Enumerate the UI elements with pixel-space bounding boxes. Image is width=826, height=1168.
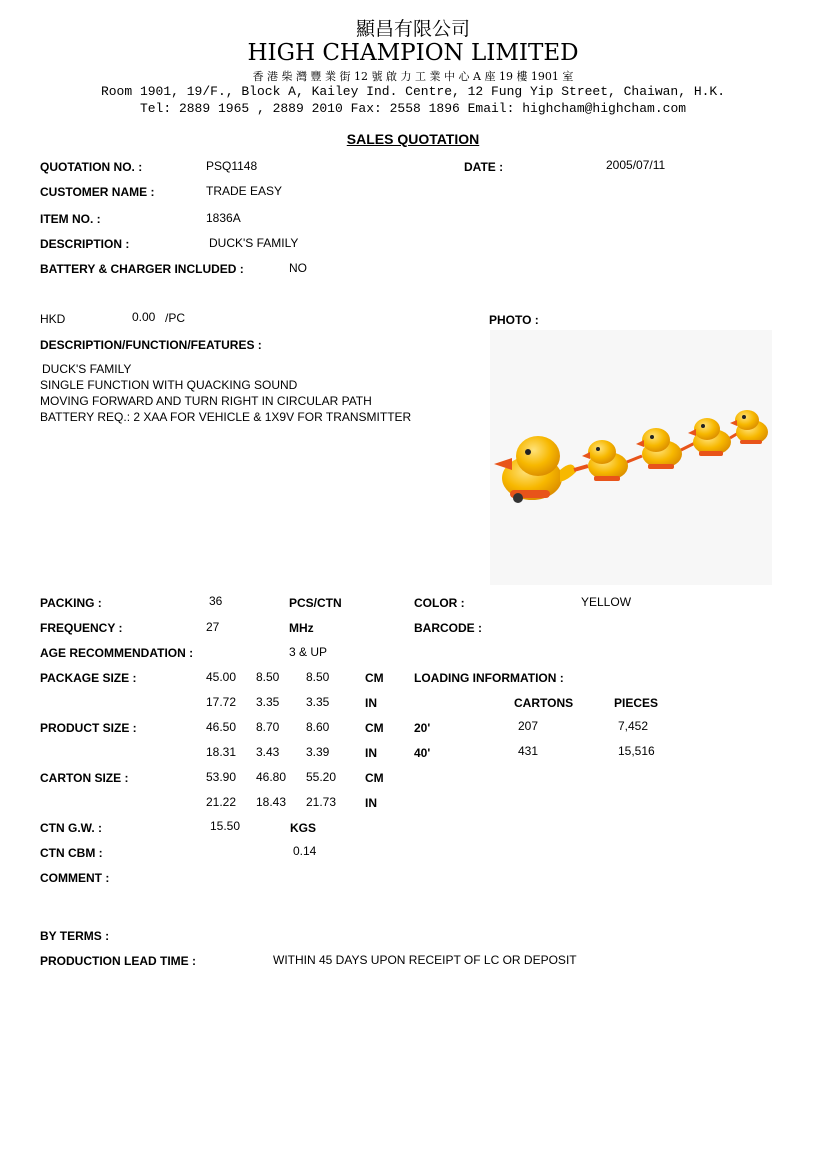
description: DUCK'S FAMILY <box>209 236 299 250</box>
package-size-label: PACKAGE SIZE : <box>40 671 137 685</box>
dimension-value: 21.73 <box>306 795 337 809</box>
product-size-label: PRODUCT SIZE : <box>40 721 137 735</box>
lead-time-label: PRODUCTION LEAD TIME : <box>40 954 196 968</box>
unit-cm: CM <box>365 771 384 785</box>
carton-size-label: CARTON SIZE : <box>40 771 129 785</box>
by-terms-label: BY TERMS : <box>40 929 110 943</box>
currency: HKD <box>40 312 66 326</box>
date-label: DATE : <box>464 160 504 174</box>
dimension-value: 45.00 <box>206 670 237 684</box>
dimension-value: 8.50 <box>306 670 330 684</box>
address: Room 1901, 19/F., Block A, Kailey Ind. Centre, 12 Fung Yip Street, Chaiwan, H.K. <box>100 84 726 99</box>
feature-line: MOVING FORWARD AND TURN RIGHT IN CIRCULAR PATH <box>40 394 372 408</box>
big-duck-icon <box>494 436 576 503</box>
chinese-company-name: 顯昌有限公司 <box>355 18 470 40</box>
battery-label: BATTERY & CHARGER INCLUDED : <box>40 262 244 276</box>
dimension-value: 8.50 <box>256 670 280 684</box>
gross-weight-unit: KGS <box>290 821 317 835</box>
duckling-icon <box>688 418 731 456</box>
battery-value: NO <box>289 261 307 275</box>
age-value: 3 & UP <box>289 645 328 659</box>
unit-in: IN <box>365 796 377 810</box>
price-unit: /PC <box>165 311 186 325</box>
description-label: DESCRIPTION : <box>40 237 130 251</box>
duckling-icon <box>582 440 628 481</box>
dimension-value: 3.35 <box>256 695 280 709</box>
contact-info: Tel: 2889 1965 , 2889 2010 Fax: 2558 1896 Email: highcham@highcham.com <box>139 101 687 116</box>
pieces-40ft: 15,516 <box>618 744 655 758</box>
color-label: COLOR : <box>414 596 465 610</box>
pieces-header: PIECES <box>614 696 659 710</box>
dimension-value: 8.70 <box>256 720 280 734</box>
product-photo <box>490 330 772 585</box>
price-amount: 0.00 <box>132 310 156 324</box>
chinese-address: 香 港 柴 灣 豐 業 街 12 號 啟 力 工 業 中 心 A 座 19 樓 1901 室 <box>252 70 574 83</box>
duckling-icon <box>636 428 682 469</box>
packing-label: PACKING : <box>40 596 102 610</box>
gross-weight-label: CTN G.W. : <box>40 821 102 835</box>
unit-cm: CM <box>365 721 384 735</box>
frequency-label: FREQUENCY : <box>40 621 123 635</box>
unit-cm: CM <box>365 671 384 685</box>
barcode-label: BARCODE : <box>414 621 482 635</box>
duckling-icon <box>730 410 768 444</box>
cbm-label: CTN CBM : <box>40 846 103 860</box>
customer-name: TRADE EASY <box>206 184 283 198</box>
feature-line: DUCK'S FAMILY <box>42 362 132 376</box>
packing-value: 36 <box>209 594 223 608</box>
dimension-value: 21.22 <box>206 795 237 809</box>
dimension-value: 53.90 <box>206 770 237 784</box>
duck-family-image <box>490 330 772 585</box>
container-40ft: 40' <box>414 746 431 760</box>
dimension-value: 8.60 <box>306 720 330 734</box>
dimension-value: 3.43 <box>256 745 280 759</box>
features-label: DESCRIPTION/FUNCTION/FEATURES : <box>40 338 262 352</box>
dimension-value: 18.43 <box>256 795 287 809</box>
dimension-value: 3.35 <box>306 695 330 709</box>
dimension-value: 17.72 <box>206 695 237 709</box>
lead-time-value: WITHIN 45 DAYS UPON RECEIPT OF LC OR DEPOSIT <box>273 953 577 967</box>
company-name: HIGH CHAMPION LIMITED <box>247 40 579 66</box>
item-no-label: ITEM NO. : <box>40 212 101 226</box>
frequency-unit: MHz <box>289 621 314 635</box>
comment-label: COMMENT : <box>40 871 110 885</box>
color-value: YELLOW <box>581 595 632 609</box>
pieces-20ft: 7,452 <box>618 719 649 733</box>
feature-line: BATTERY REQ.: 2 XAA FOR VEHICLE & 1X9V FOR TRANSMITTER <box>40 410 412 424</box>
unit-in: IN <box>365 746 377 760</box>
cartons-40ft: 431 <box>518 744 539 758</box>
customer-label: CUSTOMER NAME : <box>40 185 155 199</box>
frequency-value: 27 <box>206 620 220 634</box>
dimension-value: 3.39 <box>306 745 330 759</box>
item-no: 1836A <box>206 211 241 225</box>
unit-in: IN <box>365 696 377 710</box>
cartons-header: CARTONS <box>514 696 574 710</box>
feature-line: SINGLE FUNCTION WITH QUACKING SOUND <box>40 378 298 392</box>
photo-label: PHOTO : <box>489 313 539 327</box>
quotation-no-label: QUOTATION NO. : <box>40 160 143 174</box>
date: 2005/07/11 <box>606 158 666 172</box>
age-label: AGE RECOMMENDATION : <box>40 646 194 660</box>
loading-info-label: LOADING INFORMATION : <box>414 671 564 685</box>
container-20ft: 20' <box>414 721 431 735</box>
dimension-value: 46.50 <box>206 720 237 734</box>
cbm-value: 0.14 <box>293 844 317 858</box>
quotation-no: PSQ1148 <box>206 159 258 173</box>
dimension-value: 55.20 <box>306 770 337 784</box>
dimension-value: 18.31 <box>206 745 237 759</box>
gross-weight: 15.50 <box>210 819 241 833</box>
dimension-value: 46.80 <box>256 770 287 784</box>
page-title: SALES QUOTATION <box>346 131 480 147</box>
packing-unit: PCS/CTN <box>289 596 342 610</box>
cartons-20ft: 207 <box>518 719 539 733</box>
